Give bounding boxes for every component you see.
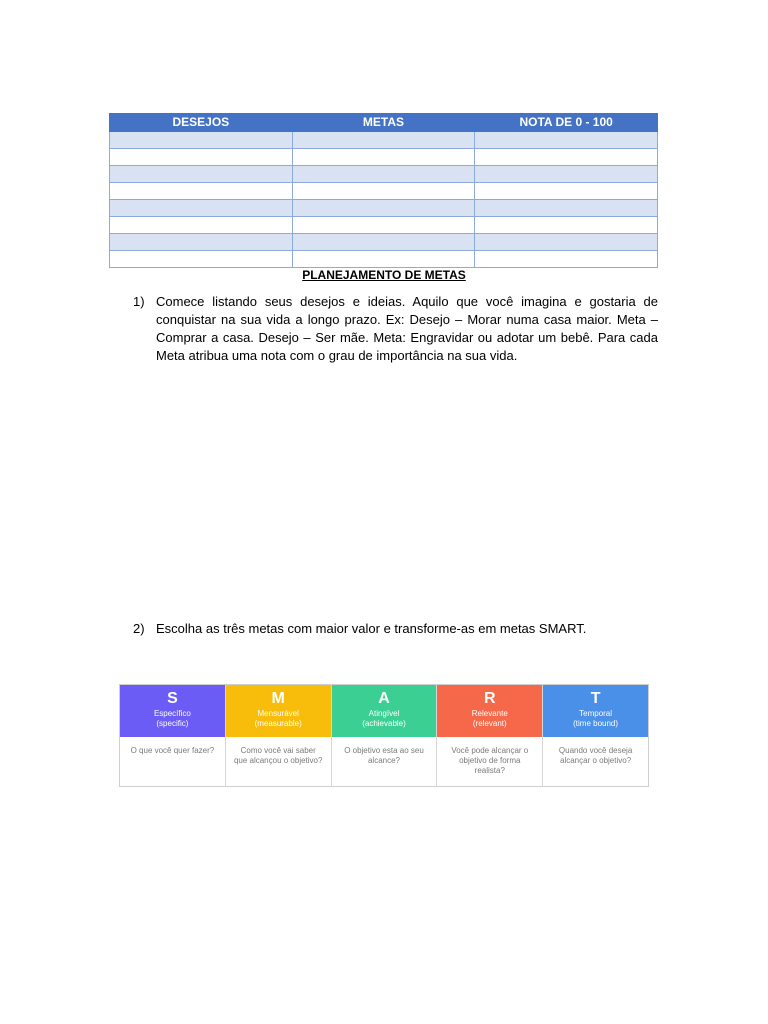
table-cell[interactable] <box>475 234 658 251</box>
table-cell[interactable] <box>110 183 293 200</box>
smart-name: Temporal <box>579 709 613 718</box>
table-cell[interactable] <box>292 200 475 217</box>
table-row <box>110 149 658 166</box>
table-cell[interactable] <box>110 149 293 166</box>
smart-name: Atingível <box>368 709 400 718</box>
smart-column-m <box>226 685 332 786</box>
table-cell[interactable] <box>475 200 658 217</box>
smart-header <box>437 685 542 737</box>
smart-question: Como você vai saber que alcançou o objetivo? <box>226 737 331 786</box>
smart-name: Mensurável <box>257 709 299 718</box>
smart-diagram <box>119 684 649 787</box>
table-cell[interactable] <box>475 183 658 200</box>
smart-column-r <box>437 685 543 786</box>
header-metas: METAS <box>292 114 475 132</box>
table-cell[interactable] <box>110 166 293 183</box>
table-cell[interactable] <box>292 149 475 166</box>
table-cell[interactable] <box>292 234 475 251</box>
table-cell[interactable] <box>475 166 658 183</box>
table-row <box>110 166 658 183</box>
smart-name: Específico <box>153 709 191 718</box>
smart-english: (time bound) <box>573 719 619 728</box>
list-item-number: 2) <box>133 621 145 636</box>
table-row <box>110 234 658 251</box>
table-cell[interactable] <box>475 251 658 268</box>
list-item-text: Escolha as três metas com maior valor e transforme-as em metas SMART. <box>156 621 587 636</box>
smart-english: (specific) <box>156 719 189 728</box>
table-cell[interactable] <box>110 200 293 217</box>
table-cell[interactable] <box>292 132 475 149</box>
table-cell[interactable] <box>110 217 293 234</box>
smart-header <box>543 685 648 737</box>
smart-header <box>332 685 437 737</box>
smart-letter: S <box>167 690 178 707</box>
table-cell[interactable] <box>292 183 475 200</box>
smart-question: O objetivo esta ao seu alcance? <box>332 737 437 786</box>
goals-table <box>109 113 658 268</box>
smart-header <box>226 685 331 737</box>
table-row <box>110 217 658 234</box>
table-row <box>110 132 658 149</box>
smart-question: O que você quer fazer? <box>120 737 225 786</box>
table-cell[interactable] <box>292 217 475 234</box>
smart-question: Você pode alcançar o objetivo de forma realista? <box>437 737 542 786</box>
table-row <box>110 200 658 217</box>
smart-column-a <box>332 685 438 786</box>
table-cell[interactable] <box>110 132 293 149</box>
smart-question: Quando você deseja alcançar o objetivo? <box>543 737 648 786</box>
list-item <box>133 293 658 365</box>
list-item <box>133 620 658 638</box>
table-cell[interactable] <box>292 166 475 183</box>
smart-letter: M <box>271 690 285 707</box>
table-cell[interactable] <box>292 251 475 268</box>
smart-letter: T <box>590 690 601 707</box>
header-desejos: DESEJOS <box>110 114 293 132</box>
section-title: PLANEJAMENTO DE METAS <box>302 268 466 282</box>
smart-letter: A <box>378 690 390 707</box>
smart-name: Relevante <box>471 709 508 718</box>
smart-header <box>120 685 225 737</box>
table-row <box>110 183 658 200</box>
table-cell[interactable] <box>110 234 293 251</box>
table-row <box>110 251 658 268</box>
table-cell[interactable] <box>475 149 658 166</box>
header-nota: NOTA DE 0 - 100 <box>475 114 658 132</box>
list-item-number: 1) <box>133 294 145 309</box>
table-cell[interactable] <box>110 251 293 268</box>
smart-english: (relevant) <box>472 719 507 728</box>
smart-english: (achievable) <box>362 719 406 728</box>
smart-column-s <box>120 685 226 786</box>
smart-column-t <box>543 685 648 786</box>
table-cell[interactable] <box>475 132 658 149</box>
smart-letter: R <box>484 690 496 707</box>
table-cell[interactable] <box>475 217 658 234</box>
table-header-row <box>110 114 658 132</box>
list-item-text: Comece listando seus desejos e ideias. Aquilo que você imagina e gostaria de conquistar na sua vida a longo prazo. Ex: Desejo – Morar numa casa maior. Meta – Comprar a casa. Desejo – Ser mãe. Meta: Engravidar ou adotar um bebê. Para cada Meta atribua uma nota com o grau de importância na sua vida. <box>156 294 658 363</box>
smart-english: (measurable) <box>254 719 302 728</box>
